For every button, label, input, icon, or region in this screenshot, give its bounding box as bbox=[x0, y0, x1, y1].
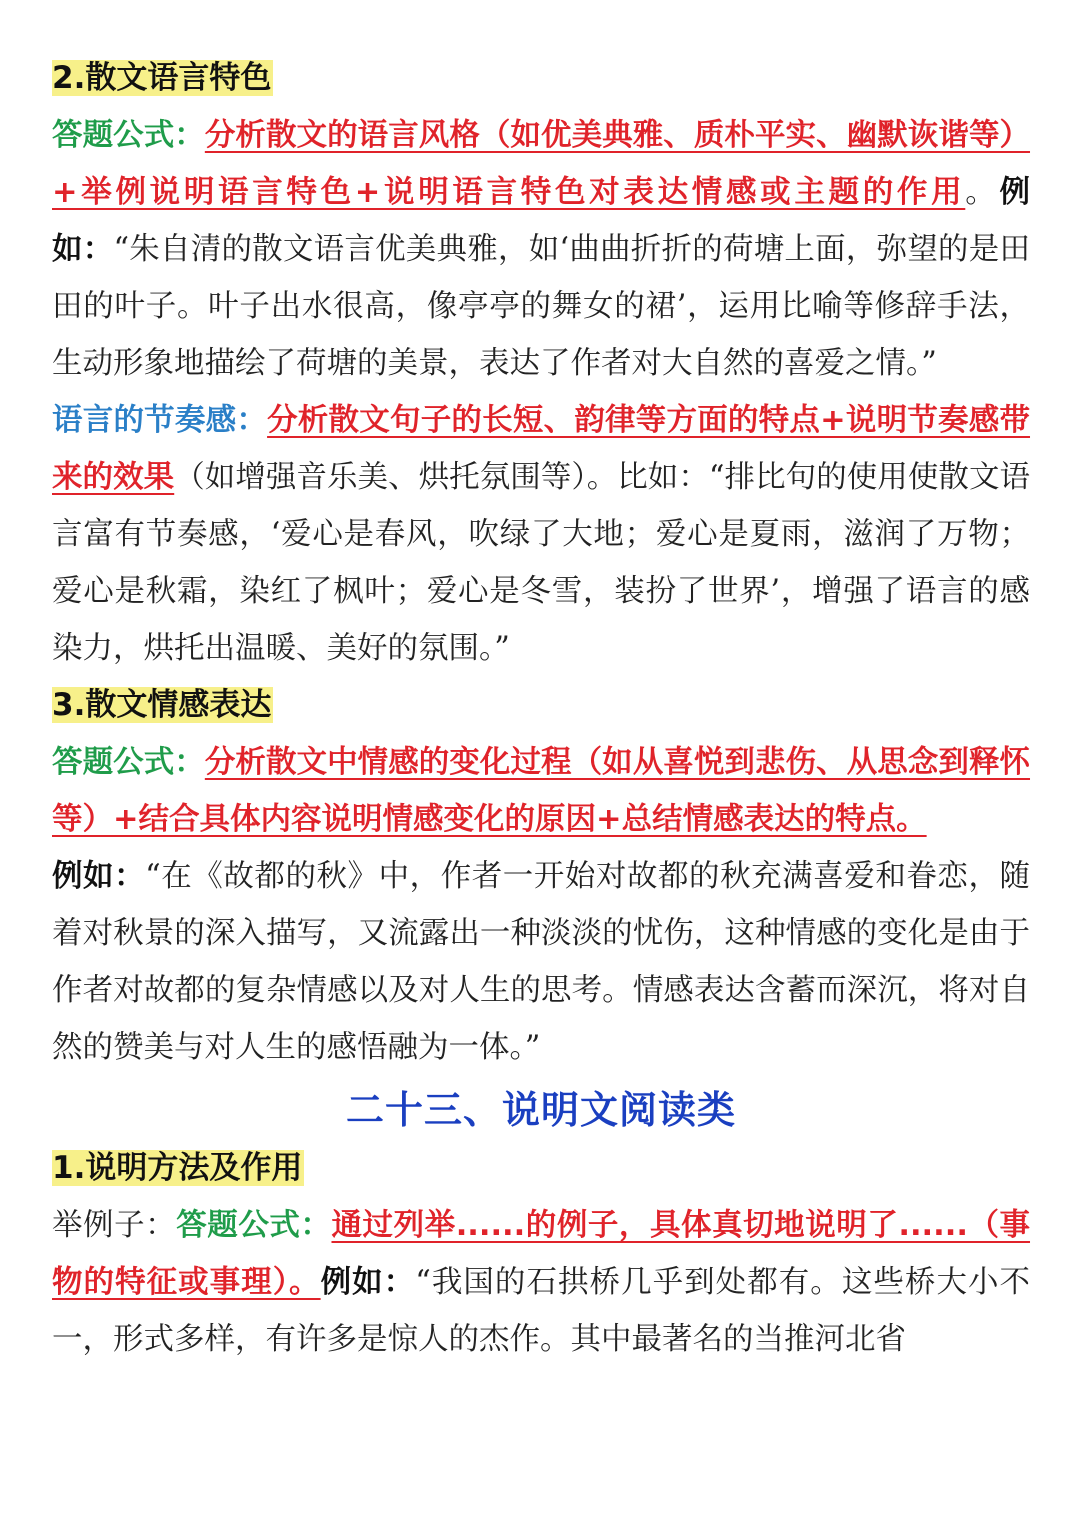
formula-text: 通过列举......的例子，具体真切地说明了......（事物的特征或事理）。 bbox=[52, 1208, 1031, 1300]
example-label: 例如： bbox=[320, 1265, 416, 1300]
paragraph-emotion-example bbox=[52, 848, 1030, 1076]
rhythm-label: 语言的节奏感： bbox=[52, 403, 268, 438]
section-title: 二十三、说明文阅读类 bbox=[345, 1088, 736, 1132]
rhythm-formula: 分析散文句子的长短、韵律等方面的特点+说明节奏感带来的效果 bbox=[52, 403, 1031, 495]
paragraph-language-formula: 答题公式：分析散文的语言风格（如优美典雅、质朴平实、幽默诙谐等）+举例说明语言特色+说明语言特色对表达情感或主题的作用。例如：“朱自清的散文语言优美典雅，如‘曲曲折折的荷塘上面，弥望的是田田的叶子。叶子出水很高，像亭亭的舞女的裙’，运用比喻等修辞手法，生动形象地描绘了荷塘的美景，表达了作者对大自然的喜爱之情。” bbox=[52, 118, 1031, 381]
formula-label: 答题公式： bbox=[176, 1208, 332, 1243]
example-text: “在《故都的秋》中，作者一开始对故都的秋充满喜爱和眷恋，随着对秋景的深入描写，又流露出一种淡淡的忧伤，这种情感的变化是由于作者对故都的复杂情感以及对人生的思考。情感表达含蓄而深沉，将对自然的赞美与对人生的感悟融为一体。” bbox=[52, 859, 1031, 1065]
formula-text: 分析散文中情感的变化过程（如从喜悦到悲伤、从思念到释怀等）+结合具体内容说明情感变化的原因+总结情感表达的特点。 bbox=[52, 745, 1031, 837]
paragraph-example-method bbox=[52, 1197, 1030, 1368]
paragraph-rhythm bbox=[52, 392, 1030, 677]
heading-prose-emotion bbox=[52, 677, 1030, 734]
heading-highlight: 2.散文语言特色 bbox=[52, 60, 272, 96]
example-label: 例如： bbox=[52, 859, 146, 894]
item-label: 举例子： bbox=[52, 1208, 177, 1243]
rhythm-text: （如增强音乐美、烘托氛围等）。比如：“排比句的使用使散文语言富有节奏感，‘爱心是春风，吹绿了大地；爱心是夏雨，滋润了万物；爱心是秋霜，染红了枫叶；爱心是冬雪，装扮了世界’，增强了语言的感染力，烘托出温暖、美好的氛围。” bbox=[52, 460, 1031, 666]
example-label: 例如： bbox=[52, 175, 1030, 267]
paragraph-emotion-formula bbox=[52, 734, 1030, 848]
formula-text: 分析散文的语言风格（如优美典雅、质朴平实、幽默诙谐等）+举例说明语言特色+说明语言特色对表达情感或主题的作用 bbox=[52, 118, 1031, 210]
heading-highlight: 1.说明方法及作用 bbox=[52, 1150, 303, 1186]
formula-label: 答题公式： bbox=[52, 118, 205, 153]
example-text: “我国的石拱桥几乎到处都有。这些桥大小不一，形式多样，有许多是惊人的杰作。其中最著名的当推河北省 bbox=[52, 1265, 1031, 1357]
heading-prose-language bbox=[52, 50, 1030, 107]
document-page bbox=[52, 50, 1030, 1368]
heading-explanation-methods bbox=[52, 1140, 1030, 1197]
heading-highlight: 3.散文情感表达 bbox=[52, 687, 272, 723]
example-text: “朱自清的散文语言优美典雅，如‘曲曲折折的荷塘上面，弥望的是田田的叶子。叶子出水很高，像亭亭的舞女的裙’，运用比喻等修辞手法，生动形象地描绘了荷塘的美景，表达了作者对大自然的喜爱之情。” bbox=[52, 232, 1030, 381]
formula-label: 答题公式： bbox=[52, 745, 205, 780]
